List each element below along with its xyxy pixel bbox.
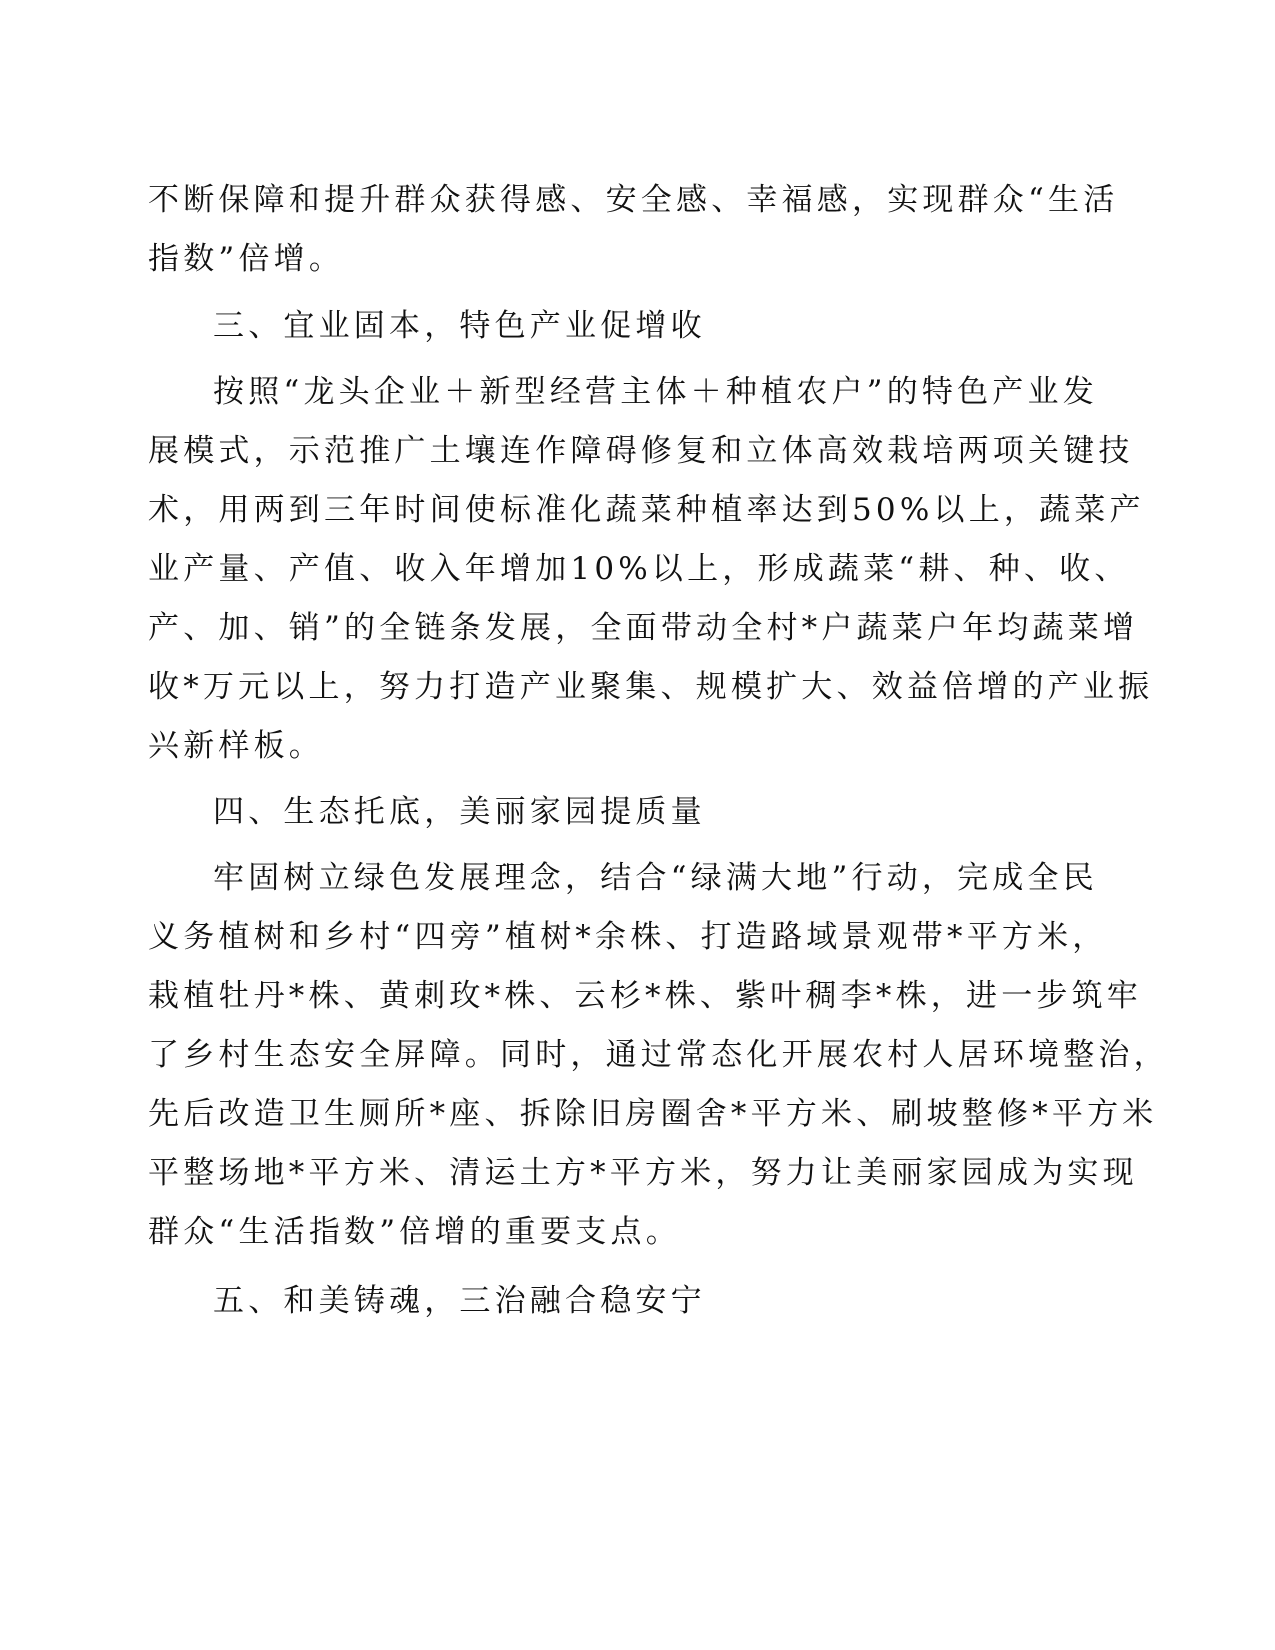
- paragraph-2-line-3: 术，用两到三年时间使标准化蔬菜种植率达到50%以上，蔬菜产: [148, 492, 1145, 528]
- section-heading-3: 三、宜业固本，特色产业促增收: [213, 308, 706, 344]
- paragraph-3-line-5: 先后改造卫生厕所*座、拆除旧房圈舍*平方米、刷坡整修*平方米: [148, 1096, 1158, 1132]
- paragraph-3-line-1: 牢固树立绿色发展理念，结合“绿满大地”行动，完成全民: [213, 860, 1098, 896]
- section-heading-4: 四、生态托底，美丽家园提质量: [213, 794, 706, 830]
- paragraph-3-line-6: 平整场地*平方米、清运土方*平方米，努力让美丽家园成为实现: [148, 1155, 1138, 1191]
- paragraph-3-line-3: 栽植牡丹*株、黄刺玫*株、云杉*株、紫叶稠李*株，进一步筑牢: [148, 978, 1142, 1014]
- paragraph-2-line-6: 收*万元以上，努力打造产业聚集、规模扩大、效益倍增的产业振: [148, 669, 1154, 705]
- paragraph-2-line-4: 业产量、产值、收入年增加10%以上，形成蔬菜“耕、种、收、: [148, 551, 1130, 587]
- paragraph-2-line-7: 兴新样板。: [148, 728, 324, 764]
- paragraph-2-line-5: 产、加、销”的全链条发展，全面带动全村*户蔬菜户年均蔬菜增: [148, 610, 1139, 646]
- paragraph-3-line-2: 义务植树和乡村“四旁”植树*余株、打造路域景观带*平方米，: [148, 919, 1108, 955]
- paragraph-1-line-2: 指数”倍增。: [148, 241, 345, 277]
- paragraph-2-line-2: 展模式，示范推广土壤连作障碍修复和立体高效栽培两项关键技: [148, 433, 1134, 469]
- paragraph-3-line-4: 了乡村生态安全屏障。同时，通过常态化开展农村人居环境整治，: [148, 1037, 1169, 1073]
- paragraph-1-line-1: 不断保障和提升群众获得感、安全感、幸福感，实现群众“生活: [148, 182, 1119, 218]
- paragraph-3-line-7: 群众“生活指数”倍增的重要支点。: [148, 1214, 681, 1250]
- section-heading-5: 五、和美铸魂，三治融合稳安宁: [213, 1283, 706, 1319]
- paragraph-2-line-1: 按照“龙头企业＋新型经营主体＋种植农户”的特色产业发: [213, 374, 1098, 410]
